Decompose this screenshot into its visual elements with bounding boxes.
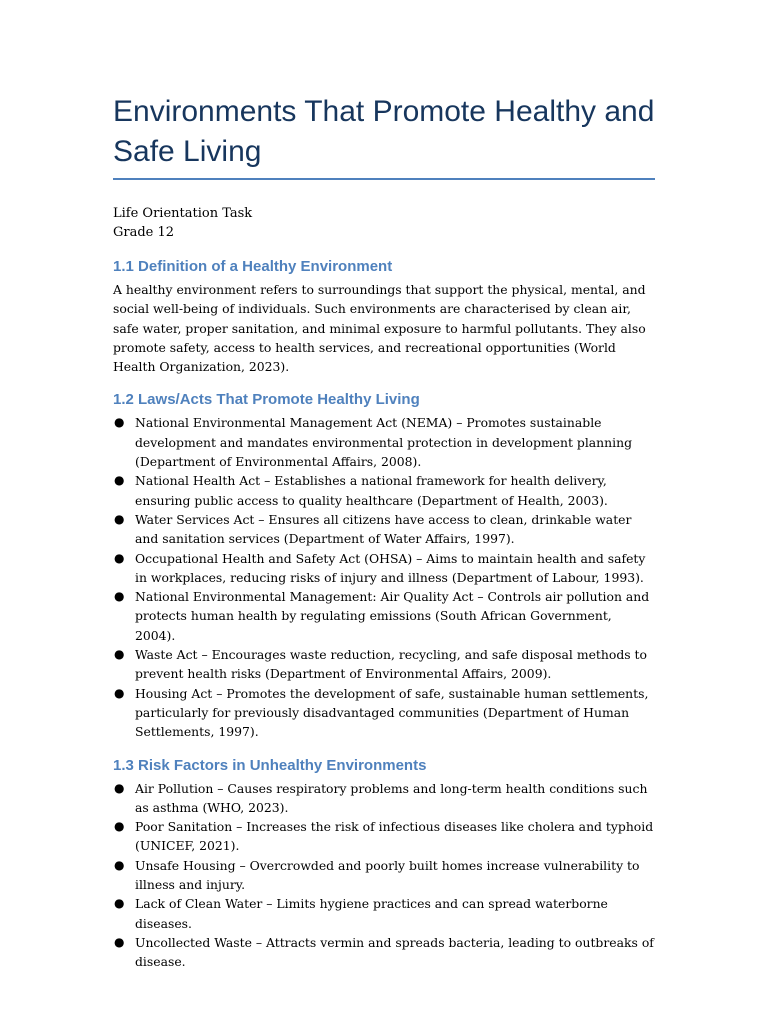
list-item — [113, 684, 655, 742]
document-page — [113, 92, 655, 986]
list-item-text: Water Services Act – Ensures all citizens have access to clean, drinkable water and sanitation services (Department of Water Affairs, 1997). — [135, 511, 632, 547]
list-item-text: Uncollected Waste – Attracts vermin and spreads bacteria, leading to outbreaks of disease. — [135, 934, 654, 970]
bullet-icon: ● — [114, 647, 125, 662]
list-item-text: Occupational Health and Safety Act (OHSA) – Aims to maintain health and safety in workplaces, reducing risks of injury and illness (Department of Labour, 1993). — [135, 550, 646, 585]
list-item-text: Lack of Clean Water – Limits hygiene practices and can spread waterborne diseases. — [135, 896, 608, 931]
list-item — [113, 549, 655, 588]
list-item — [113, 645, 655, 684]
list-item-text: Poor Sanitation – Increases the risk of infectious diseases like cholera and typhoid (UNICEF, 2021). — [135, 819, 654, 854]
list-item-text: Air Pollution – Causes respiratory problems and long-term health conditions such as asthma (WHO, 2023). — [135, 780, 648, 815]
section-paragraph: A healthy environment refers to surroundings that support the physical, mental, and social well-being of individuals. Such environments are characterised by clean air, safe water, proper sanitation, and minimal exposure to harmful pollutants. They also promote safety, access to health services, and recreational opportunities (World Health Organization, 2023). — [113, 282, 646, 375]
list-item — [113, 817, 655, 856]
section-risk-factors — [113, 756, 655, 972]
bullet-icon: ● — [114, 857, 125, 872]
bullet-icon: ● — [114, 685, 125, 700]
bullet-icon: ● — [114, 511, 125, 526]
bullet-icon: ● — [114, 780, 125, 795]
meta-subject: Life Orientation Task — [113, 206, 253, 221]
section-heading: 1.1 Definition of a Healthy Environment — [113, 258, 393, 275]
title-divider — [113, 178, 655, 180]
list-item — [113, 856, 655, 895]
list-item-text: National Environmental Management: Air Quality Act – Controls air pollution and protects human health by regulating emissions (South African Government, 2004). — [135, 589, 650, 643]
list-item — [113, 779, 655, 818]
list-item — [113, 933, 655, 972]
risk-factors-list — [113, 779, 655, 972]
list-item-text: National Health Act – Establishes a national framework for health delivery, ensuring public access to quality healthcare (Department of Health, 2003). — [135, 473, 608, 508]
bullet-icon: ● — [114, 415, 125, 430]
list-item-text: National Environmental Management Act (NEMA) – Promotes sustainable development and mandates environmental protection in development planning (Department of Environmental Affairs, 2008). — [135, 415, 632, 470]
meta-grade: Grade 12 — [113, 225, 175, 240]
list-item — [113, 587, 655, 645]
section-heading: 1.3 Risk Factors in Unhealthy Environments — [113, 756, 427, 774]
list-item — [113, 510, 655, 549]
list-item — [113, 413, 655, 471]
list-item-text: Waste Act – Encourages waste reduction, recycling, and safe disposal methods to prevent health risks (Department of Environmental Affairs, 2009). — [135, 647, 647, 682]
bullet-icon: ● — [114, 473, 125, 488]
bullet-icon: ● — [114, 896, 125, 911]
list-item — [113, 471, 655, 510]
section-laws — [113, 390, 655, 741]
section-definition — [113, 257, 655, 376]
document-title: Environments That Promote Healthy and Safe Living — [113, 95, 655, 168]
bullet-icon: ● — [114, 934, 125, 949]
list-item — [113, 894, 655, 933]
section-heading: 1.2 Laws/Acts That Promote Healthy Living — [113, 391, 420, 409]
list-item-text: Unsafe Housing – Overcrowded and poorly built homes increase vulnerability to illness and injury. — [135, 857, 640, 893]
list-item-text: Housing Act – Promotes the development of safe, sustainable human settlements, particularly for previously disadvantaged communities (Department of Human Settlements, 1997). — [135, 685, 649, 740]
bullet-icon: ● — [114, 550, 125, 565]
document-meta — [113, 204, 655, 242]
laws-list — [113, 413, 655, 741]
bullet-icon: ● — [114, 819, 125, 834]
bullet-icon: ● — [114, 589, 125, 604]
